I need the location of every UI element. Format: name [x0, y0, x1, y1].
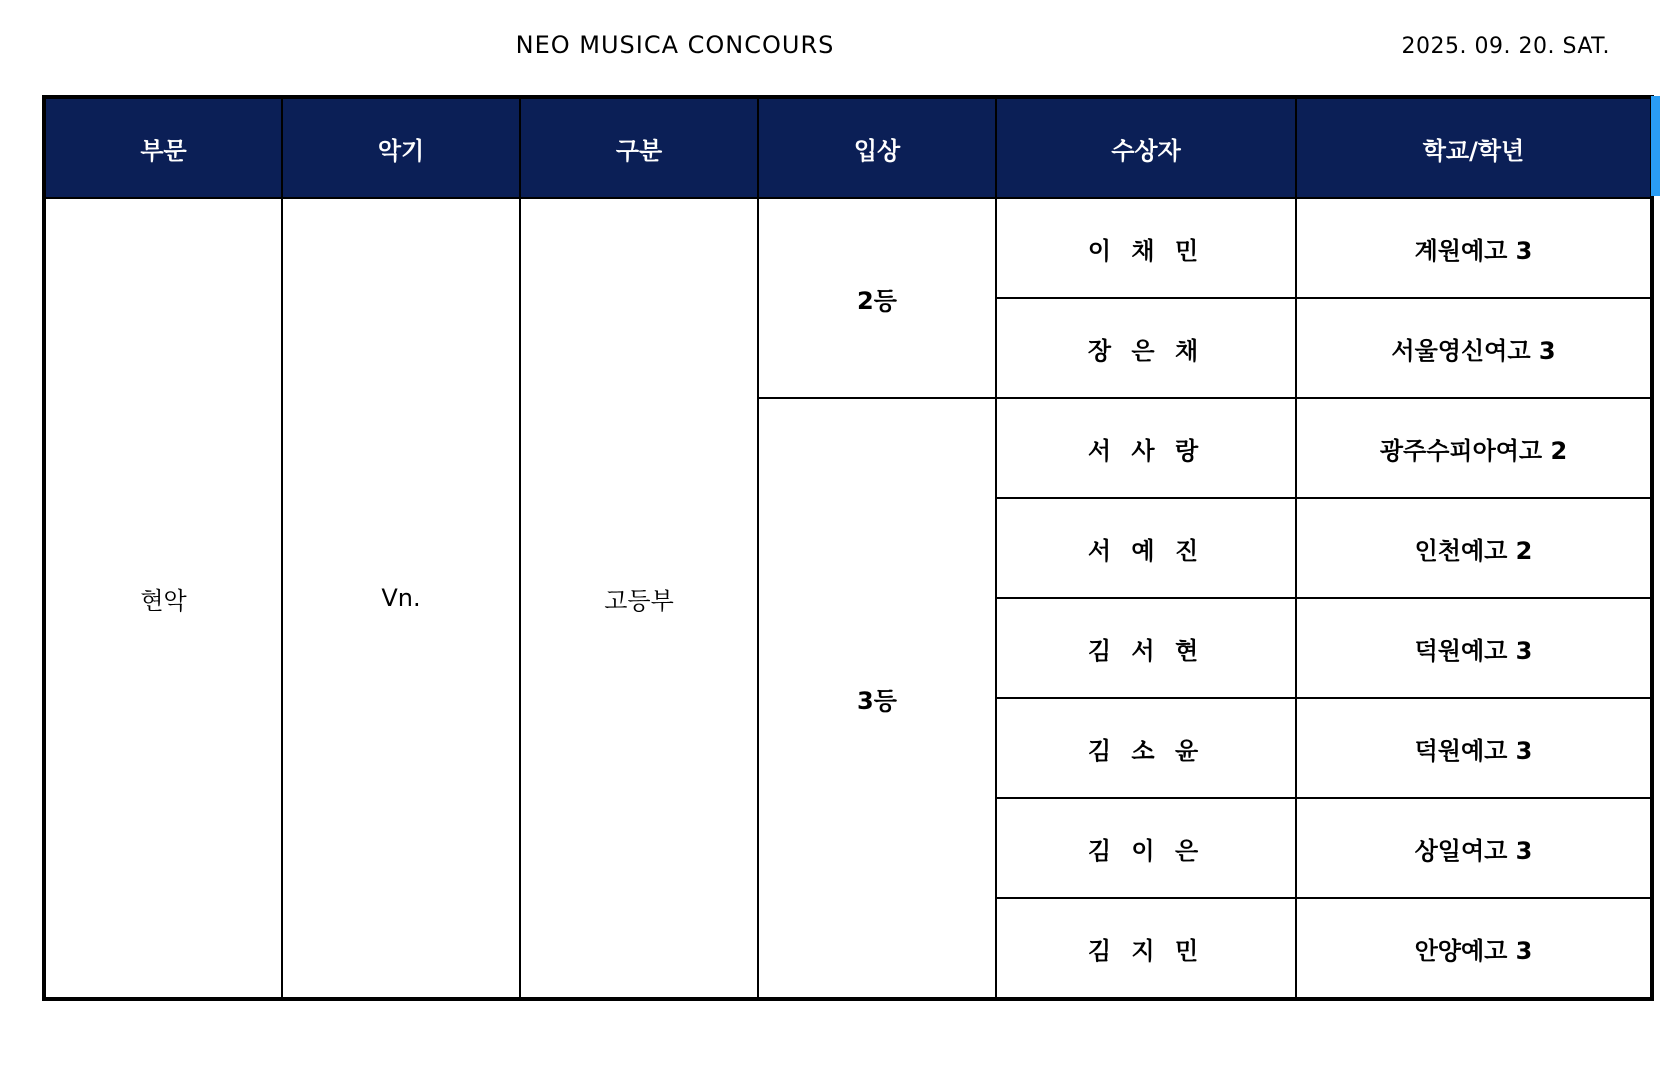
winner-school: 안양예고 3 [1296, 898, 1652, 999]
winner-name: 서 사 랑 [996, 398, 1296, 498]
column-header-school: 학교/학년 [1296, 97, 1652, 198]
winner-name: 장 은 채 [996, 298, 1296, 398]
category-cell: 고등부 [520, 198, 758, 999]
accent-bar [1651, 96, 1660, 196]
winner-school: 서울영신여고 3 [1296, 298, 1652, 398]
winner-school: 덕원예고 3 [1296, 598, 1652, 698]
division-cell: 현악 [44, 198, 282, 999]
winner-school: 상일여고 3 [1296, 798, 1652, 898]
column-header-winner: 수상자 [996, 97, 1296, 198]
results-table [42, 95, 1654, 1001]
winner-name: 김 소 윤 [996, 698, 1296, 798]
instrument-cell: Vn. [282, 198, 520, 999]
table-header [44, 97, 1652, 198]
header-row [44, 97, 1652, 198]
prize-cell: 2등 [758, 198, 996, 398]
winner-school: 계원예고 3 [1296, 198, 1652, 298]
column-header-instrument: 악기 [282, 97, 520, 198]
column-header-division: 부문 [44, 97, 282, 198]
table-body [44, 198, 1652, 999]
event-date: 2025. 09. 20. SAT. [1401, 34, 1610, 59]
page-title: NEO MUSICA CONCOURS [515, 31, 835, 59]
column-header-prize: 입상 [758, 97, 996, 198]
column-header-category: 구분 [520, 97, 758, 198]
winner-name: 김 이 은 [996, 798, 1296, 898]
winner-name: 김 지 민 [996, 898, 1296, 999]
winner-school: 광주수피아여고 2 [1296, 398, 1652, 498]
table-row [44, 198, 1652, 298]
winner-name: 김 서 현 [996, 598, 1296, 698]
winner-school: 덕원예고 3 [1296, 698, 1652, 798]
prize-cell: 3등 [758, 398, 996, 999]
winner-school: 인천예고 2 [1296, 498, 1652, 598]
winner-name: 서 예 진 [996, 498, 1296, 598]
winner-name: 이 채 민 [996, 198, 1296, 298]
